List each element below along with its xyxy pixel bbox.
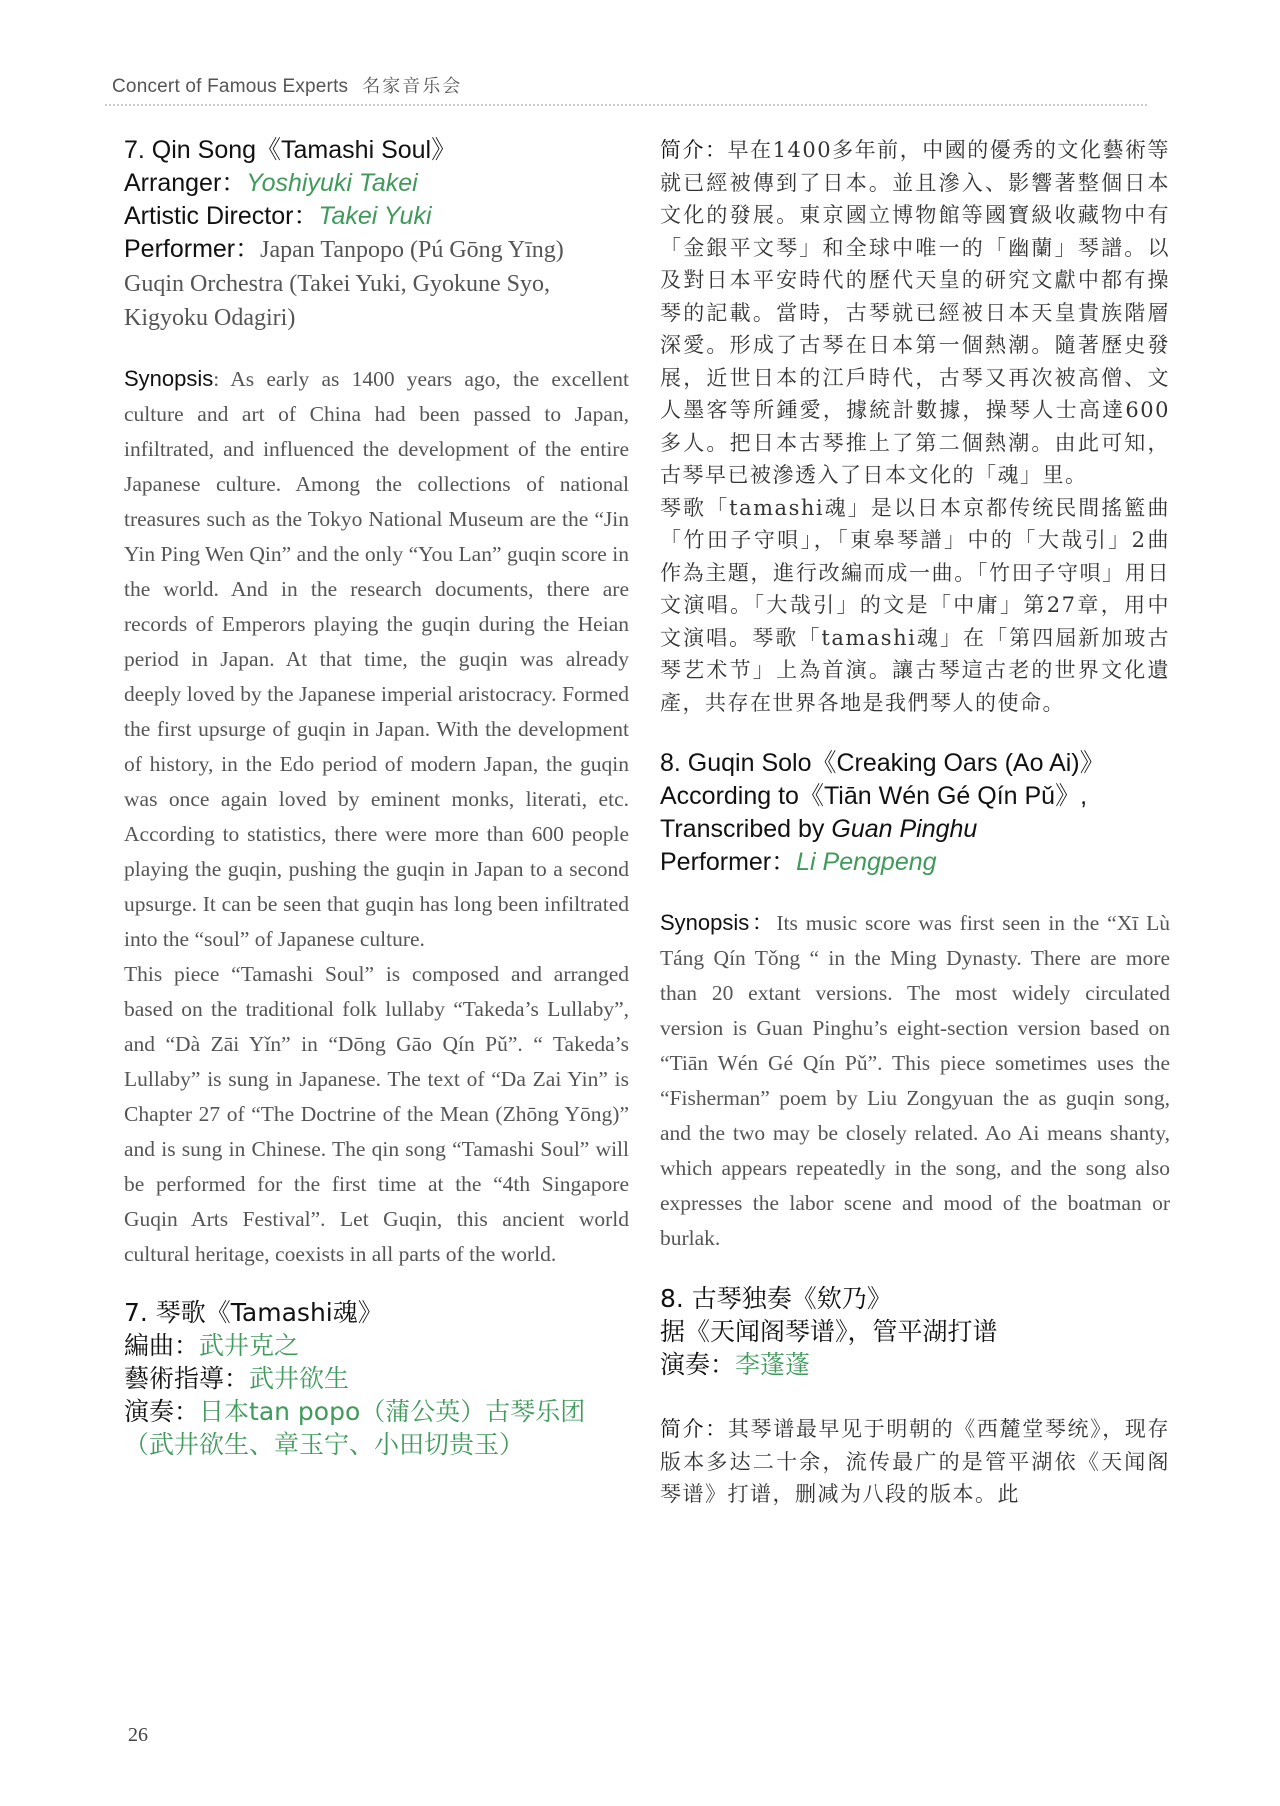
piece8-zh-performer-label: 演奏： [660,1350,736,1379]
piece8-title: 8. Guqin Solo《Creaking Oars (Ao Ai)》 [660,749,1105,777]
right-column [660,134,1170,1511]
piece8-zh-synopsis [660,1413,1170,1511]
piece7-zh-synopsis [660,134,1170,492]
piece7-zh-heading [124,1296,629,1461]
piece7-synopsis [124,361,629,957]
piece8-performer-label: Performer： [660,848,797,876]
header-title-zh: 名家音乐会 [362,76,463,97]
piece8-source-line: According to《Tiān Wén Gé Qín Pǔ》, [660,782,1088,810]
piece7-title: 7. Qin Song《Tamashi Soul》 [124,136,457,164]
piece8-synopsis-label: Synopsis： [660,910,777,935]
piece8-zh-synopsis-text: 其琴谱最早见于明朝的《西麓堂琴统》，现存版本多达二十余，流传最广的是管平湖依《天闻阁琴谱》打谱，删减为八段的版本。此 [660,1417,1171,1506]
zh-performer-name: 日本tan popo（蒲公英）古琴乐团（武井欲生、章玉宁、小田切贵玉） [124,1397,586,1459]
performer-name: Japan Tanpopo (Pú Gōng Yīng) Guqin Orchestra (Takei Yuki, Gyokune Syo, Kigyoku Odagiri) [124,237,564,331]
piece7-zh-arranger-line [124,1329,629,1362]
zh-performer-label: 演奏： [124,1397,200,1426]
piece8-zh-heading [660,1282,1170,1381]
director-label: Artistic Director： [124,202,319,230]
piece8-transcriber-line [660,813,1170,846]
left-column [124,134,629,1461]
arranger-label: Arranger： [124,169,247,197]
piece7-performer-line [124,233,629,335]
zh-synopsis-label: 简介： [660,138,728,162]
piece8-synopsis-text: Its music score was first seen in the “Xī Lù Táng Qín Tǒng “ in the Ming Dynasty. There are more than 20 extant versions. The most widely circulated version is Guan Pinghu’s eight-section version based on “Tiān Wén Gé Qín Pǔ”. This piece sometimes uses the “Fisherman” poem by Liu Zongyuan the as guqin song, and the two may be closely related. Ao Ai means shanty, which appears repeatedly in the song, and the song also expresses the labor scene and mood of the boatman or burlak. [660,911,1170,1250]
arranger-name: Yoshiyuki Takei [246,169,418,197]
piece7-synopsis-2: This piece “Tamashi Soul” is composed and arranged based on the traditional folk lullaby “Takeda’s Lullaby”, and “Dà Zāi Yǐn” in “Dōng Gāo Qín Pǔ”. “ Takeda’s Lullaby” is sung in Japanese. The text of “Da Zai Yin” is Chapter 27 of “The Doctrine of the Mean (Zhōng Yōng)” and is sung in Chinese. The qin song “Tamashi Soul” will be performed for the first time at the “4th Singapore Guqin Arts Festival”. Let Guqin, this ancient world cultural heritage, coexists in all parts of the world. [124,962,629,1266]
performer-label: Performer： [124,235,261,263]
piece8-heading [660,747,1170,879]
piece7-zh-director-line [124,1362,629,1395]
transcriber-prefix: Transcribed by [660,815,832,843]
piece7-zh-title: 7. 琴歌《Tamashi魂》 [124,1298,383,1327]
piece7-heading [124,134,629,335]
zh-synopsis-text-1: 早在1400多年前，中國的優秀的文化藝術等就已經被傳到了日本。並且滲入、影響著整個日本文化的發展。東京國立博物館等國寶級收藏物中有「金銀平文琴」和全球中唯一的「幽蘭」琴譜。以及對日本平安時代的歷代天皇的研究文獻中都有操琴的記載。當時，古琴就已經被日本天皇貴族階層深愛。形成了古琴在日本第一個熱潮。隨著歷史發展，近世日本的江戶時代，古琴又再次被高僧、文人墨客等所鍾愛，據統計數據，操琴人士高達600多人。把日本古琴推上了第二個熱潮。由此可知，古琴早已被滲透入了日本文化的「魂」里。 [660,138,1171,487]
synopsis-label: Synopsis [124,366,214,391]
piece7-zh-performer-line [124,1395,629,1461]
running-header [112,72,462,98]
zh-director-name: 武井欲生 [249,1364,350,1393]
piece7-arranger-line [124,167,629,200]
piece8-zh-performer-name: 李蓬蓬 [735,1350,811,1379]
zh-arranger-label: 編曲： [124,1331,200,1360]
piece8-performer-name: Li Pengpeng [796,848,937,876]
synopsis-text: : As early as 1400 years ago, the excellent culture and art of China had been passed to Japan, infiltrated, and influenced the development of the entire Japanese culture. Among the collections of national treasures such as the Tokyo National Museum are the “Jin Yin Ping Wen Qin” and the only “You Lan” guqin score in the world. And in the research documents, there are records of Emperors playing the guqin during the Heian period in Japan. At that time, the guqin was already deeply loved by the Japanese imperial aristocracy. Formed the first upsurge of guqin in Japan. With the development of history, in the Edo period of modern Japan, the guqin was once again loved by eminent monks, literati, etc. According to statistics, there were more than 600 people playing the guqin, pushing the guqin in Japan to a second upsurge. It can be seen that guqin has long been infiltrated into the “soul” of Japanese culture. [124,367,629,951]
piece7-zh-synopsis-2: 琴歌「tamashi魂」是以日本京都传统民間搖籃曲「竹田子守唄」，「東皋琴譜」中的「大哉引」2曲作為主題，進行改編而成一曲。「竹田子守唄」用日文演唱。「大哉引」的文是「中庸」第27章，用中文演唱。琴歌「tamashi魂」在「第四屆新加玻古琴艺术节」上為首演。讓古琴這古老的世界文化遺產，共存在世界各地是我們琴人的使命。 [660,495,1170,715]
page-number: 26 [128,1724,148,1746]
piece7-director-line [124,200,629,233]
piece8-performer-line [660,846,1170,879]
header-divider [105,104,1147,106]
piece8-synopsis [660,905,1170,1256]
transcriber-name: Guan Pinghu [831,815,978,843]
piece8-zh-synopsis-label: 简介： [660,1417,728,1441]
piece8-zh-title: 8. 古琴独奏《欸乃》 [660,1284,892,1313]
zh-director-label: 藝術指導： [124,1364,250,1393]
zh-arranger-name: 武井克之 [199,1331,300,1360]
piece8-zh-source-line: 据《天闻阁琴谱》，管平湖打谱 [660,1317,998,1346]
header-title-en: Concert of Famous Experts [112,76,349,97]
piece8-zh-performer-line [660,1348,1170,1381]
director-name: Takei Yuki [318,202,432,230]
